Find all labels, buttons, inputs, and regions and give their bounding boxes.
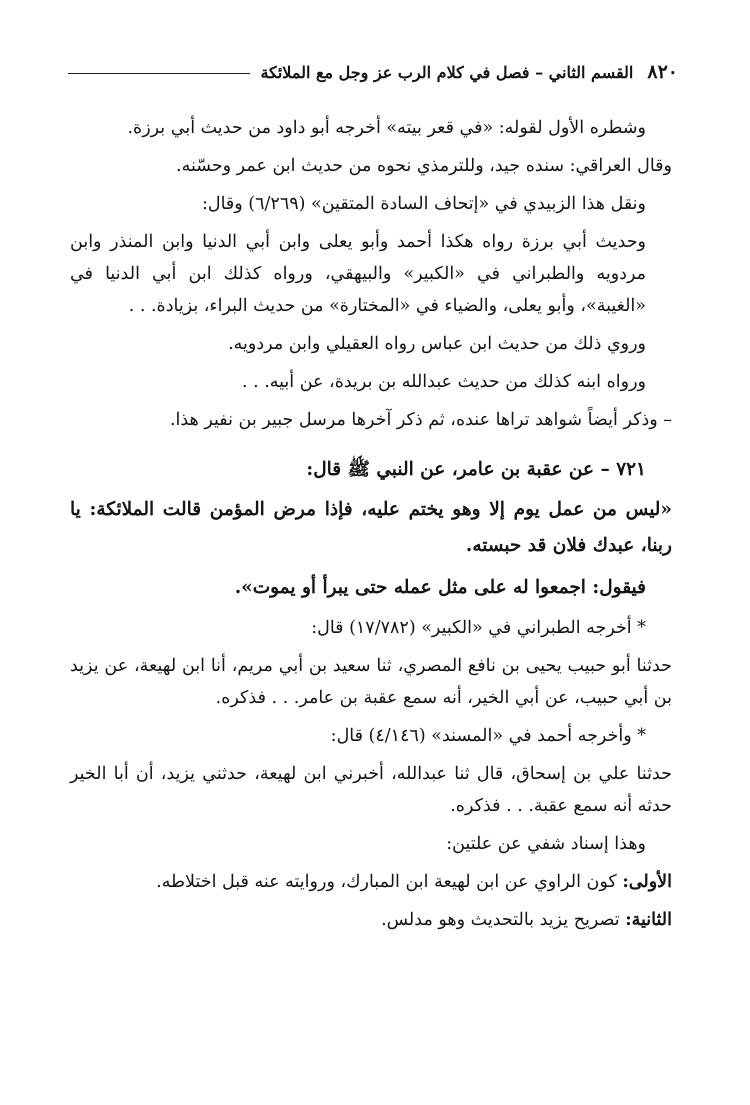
paragraph: وروي ذلك من حديث ابن عباس رواه العقيلي وابن مردويه. — [228, 334, 646, 354]
running-title: القسم الثاني – فصل في كلام الرب عز وجل مع الملائكة — [260, 62, 634, 82]
reason-item — [70, 904, 672, 936]
page-header — [68, 58, 678, 86]
reason-item — [70, 866, 672, 898]
takhrij-line: * وأخرجه أحمد في «المسند» (٤/١٤٦) قال: — [330, 726, 646, 746]
hadith-text: «ليس من عمل يوم إلا وهو يختم عليه، فإذا مرض المؤمن قالت الملائكة: يا ربنا، عبدك فلان قد حبسته. — [70, 499, 672, 556]
paragraph: ونقل هذا الزبيدي في «إتحاف السادة المتقين» (٦/٢٦٩) وقال: — [201, 194, 646, 214]
paragraph: وقال العراقي: سنده جيد، وللترمذي نحوه من حديث ابن عمر وحسّنه. — [176, 156, 672, 176]
reason-label: الأولى: — [622, 872, 672, 892]
paragraph: وحديث أبي برزة رواه هكذا أحمد وأبو يعلى وابن أبي الدنيا وابن المنذر وابن مردويه والطبراني في «الكبير» والبيهقي، ورواه كذلك ابن أبي الدنيا في «الغيبة»، وأبو يعلى، والضياء في «المختارة» من حديث البراء، بزيادة. . . — [70, 232, 646, 316]
page-body — [70, 112, 672, 942]
isnad-paragraph: حدثنا علي بن إسحاق، قال ثنا عبدالله، أخبرني ابن لهيعة، حدثني يزيد، أن أبا الخير حدثه أنه سمع عقبة. . . فذكره. — [70, 764, 672, 816]
reason-text: تصريح يزيد بالتحديث وهو مدلس. — [381, 910, 620, 930]
isnad-paragraph: حدثنا أبو حبيب يحيى بن نافع المصري، ثنا سعيد بن أبي مريم، أنا ابن لهيعة، عن يزيد بن أبي حبيب، عن أبي الخير، أنه سمع عقبة بن عامر. . . فذكره. — [70, 656, 672, 708]
reason-label: الثانية: — [625, 910, 672, 930]
reason-text: كون الراوي عن ابن لهيعة ابن المبارك، وروايته عنه قبل اختلاطه. — [156, 872, 617, 892]
paragraph: – وذكر أيضاً شواهد تراها عنده، ثم ذكر آخرها مرسل جبير بن نفير هذا. — [169, 410, 672, 430]
hadith-heading: ٧٢١ – عن عقبة بن عامر، عن النبي ﷺ قال: — [306, 459, 646, 480]
assessment-line: وهذا إسناد شفي عن علتين: — [446, 834, 646, 854]
page-number: ٨٢٠ — [647, 61, 678, 83]
hadith-text-continued: فيقول: اجمعوا له على مثل عمله حتى يبرأ أو يموت». — [234, 577, 646, 598]
paragraph: وشطره الأول لقوله: «في قعر بيته» أخرجه أبو داود من حديث أبي برزة. — [127, 118, 646, 138]
paragraph: ورواه ابنه كذلك من حديث عبدالله بن بريدة، عن أبيه. . . — [241, 372, 646, 392]
takhrij-line: * أخرجه الطبراني في «الكبير» (١٧/٧٨٢) قال: — [311, 618, 646, 638]
header-rule — [68, 73, 250, 74]
